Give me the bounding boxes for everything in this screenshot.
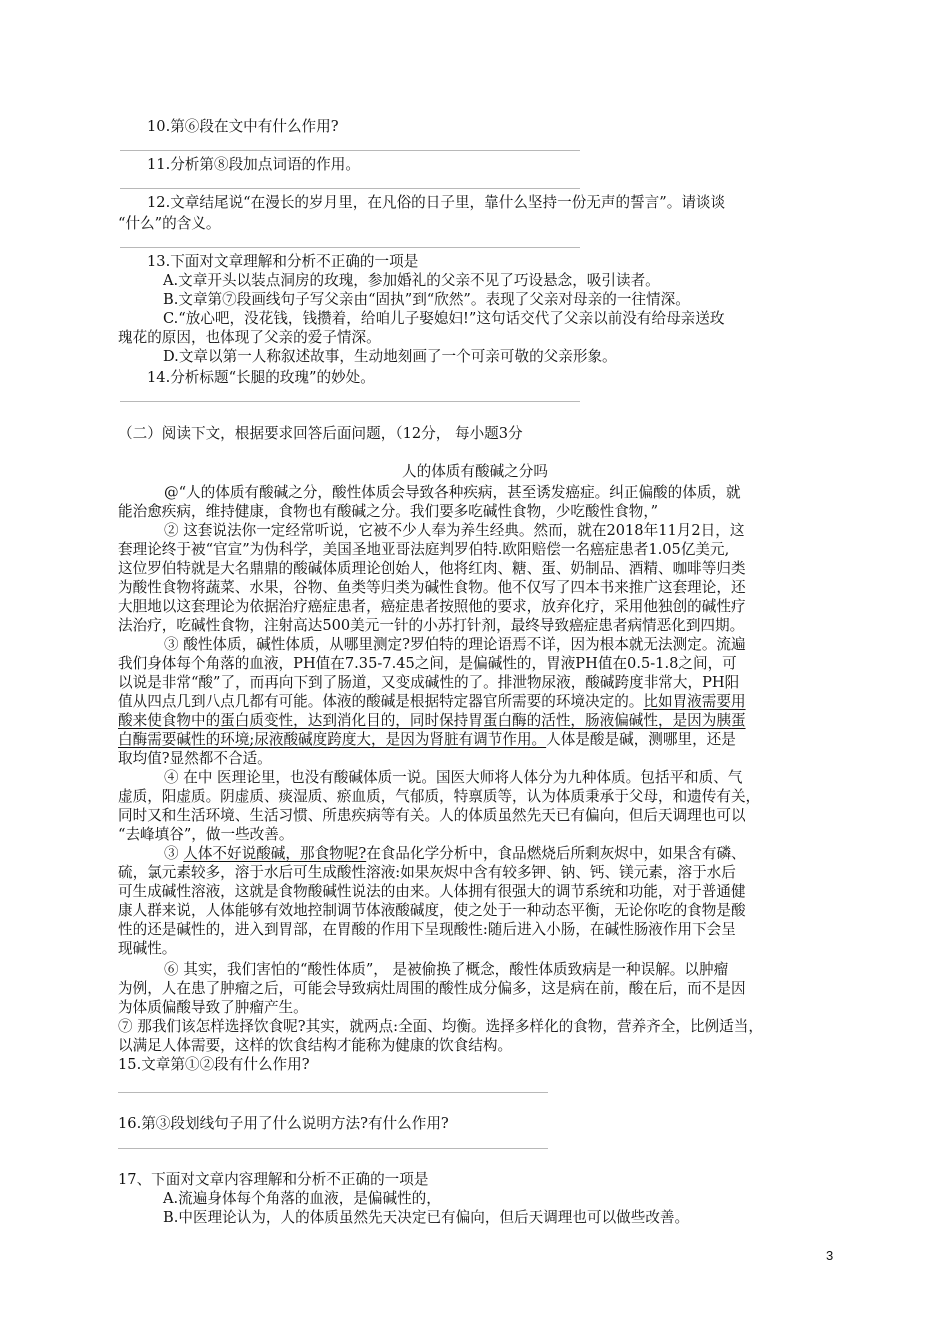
paragraph-5-underlined: 人体不好说酸碱，那食物呢?: [183, 845, 367, 862]
paragraph-5-line5: 性的还是碱性的，进入到胃部，在胃酸的作用下呈现酸性:随后进入小肠，在碱性肠液作用下会呈: [118, 921, 736, 938]
paragraph-5-number: ③: [164, 845, 184, 862]
paragraph-3-line6-text: 人体是酸是碱，测哪里，还是: [546, 731, 736, 748]
paragraph-4-line2: 虚质，阳虚质。阴虚质、痰湿质、瘀血质，气郁质，特禀质等，认为体质秉承于父母，和遗传有关，: [118, 788, 761, 805]
paragraph-2-line1: ② 这套说法你一定经常听说，它被不少人奉为养生经典。然而，就在2018年11月2日，这: [164, 522, 745, 539]
paragraph-2-line2: 套理论终于被“官宣”为伪科学，美国圣地亚哥法庭判罗伯特.欧阳赔偿一名癌症患者1.05亿美元,: [118, 541, 730, 558]
paragraph-2-line6: 法治疗，吃碱性食物，注射高达500美元一针的小苏打针剂，最终导致癌症患者病情恶化到四期。: [118, 617, 745, 634]
answer-line-10[interactable]: [120, 150, 580, 151]
question-15: 15.文章第①②段有什么作用?: [118, 1056, 310, 1073]
answer-line-12[interactable]: [120, 247, 580, 248]
paragraph-5-line2: 硫，氯元素较多，溶于水后可生成酸性溶液:如果灰烬中含有较多钾、钠、钙、镁元素，溶于水后: [118, 864, 736, 881]
paragraph-7-line2: 以满足人体需要，这样的饮食结构才能称为健康的饮食结构。: [118, 1037, 513, 1054]
option-13-d: D.文章以第一人称叙述故事，生动地刻画了一个可亲可敬的父亲形象。: [163, 348, 617, 365]
section-2-heading: （二）阅读下文，根据要求回答后面问题，（12分， 每小题3分: [118, 425, 523, 442]
paragraph-5-line1: [164, 844, 746, 863]
option-13-c-line1: C.“放心吧，没花钱，钱攒着，给咱儿子娶媳妇!”这句话交代了父亲以前没有给母亲送玫: [163, 310, 725, 327]
paragraph-3-line1: ③ 酸性体质，碱性体质，从哪里测定?罗伯特的理论语焉不详，因为根本就无法测定。流遍: [164, 636, 746, 653]
page-number: 3: [826, 1248, 834, 1263]
paragraph-1-line2: 能治愈疾病，维持健康，食物也有酸碱之分。我们要多吃碱性食物，少吃酸性食物，”: [118, 503, 659, 520]
paragraph-4-line1: ④ 在中 医理论里，也没有酸碱体质一说。国医大师将人体分为九种体质。包括平和质、气: [164, 769, 743, 786]
paragraph-4-line3: 同时又和生活环境、生活习惯、所患疾病等有关。人的体质虽然先天已有偏向，但后天调理也可以: [118, 807, 746, 824]
paragraph-7-line1: ⑦ 那我们该怎样选择饮食呢?其实，就两点:全面、均衡。选择多样化的食物，营养齐全，比例适当，: [118, 1018, 763, 1035]
option-13-a: A.文章开头以装点洞房的玫瑰，参加婚礼的父亲不见了巧设悬念，吸引读者。: [163, 272, 660, 289]
paragraph-2-line4: 为酸性食物将蔬菜、水果，谷物、鱼类等归类为碱性食物。他不仅写了四本书来推广这套理论，还: [118, 579, 746, 596]
paragraph-3-line3: 以说是非常“酸”了，而再向下到了肠道，又变成碱性的了。排泄物尿液，酸碱跨度非常大，PH阳: [118, 674, 740, 691]
paragraph-1-line1: @“人的体质有酸碱之分，酸性体质会导致各种疾病，甚至诱发癌症。纠正偏酸的体质，就: [164, 484, 741, 501]
paragraph-2-line3: 这位罗伯特就是大名鼎鼎的酸碱体质理论创始人，他将红肉、糖、蛋、奶制品、酒精、咖啡等归类: [118, 560, 746, 577]
paragraph-5-line3: 可生成碱性溶液，这就是食物酸碱性说法的由来。人体拥有很强大的调节系统和功能，对于普通健: [118, 883, 746, 900]
paragraph-3-line2: 我们身体每个角落的血液，PH值在7.35-7.45之间，是偏碱性的，胃液PH值在0.5-1.8之间，可: [118, 655, 737, 672]
paragraph-3-line7: 取均值?显然都不合适。: [118, 750, 272, 767]
question-14: 14.分析标题“长腿的玫瑰”的妙处。: [147, 369, 375, 386]
paragraph-3-line6: [118, 730, 736, 749]
paragraph-5-line1-text: 在食品化学分析中，食品燃烧后所剩灰烬中，如果含有磷、: [366, 845, 746, 862]
paragraph-6-line1: ⑥ 其实，我们害怕的“酸性体质”， 是被偷换了概念，酸性体质致病是一种误解。以肿瘤: [164, 961, 729, 978]
paragraph-5-line6: 现碱性。: [118, 940, 177, 957]
option-17-a: A.流遍身体每个角落的血液，是偏碱性的，: [163, 1190, 441, 1207]
paragraph-6-line3: 为体质偏酸导致了肿瘤产生。: [118, 999, 308, 1016]
article-title: 人的体质有酸碱之分吗: [402, 463, 548, 480]
answer-line-11[interactable]: [120, 188, 580, 189]
option-13-c-line2: 瑰花的原因，也体现了父亲的爱子情深。: [118, 329, 381, 346]
underlined-sentence-end: 白酶需要碱性的环境;尿液酸碱度跨度大，是因为肾脏有调节作用。: [118, 731, 547, 748]
question-11: 11.分析第⑧段加点词语的作用。: [147, 156, 360, 173]
question-12-line1: 12.文章结尾说“在漫长的岁月里，在凡俗的日子里，靠什么坚持一份无声的誓言”。请谈谈: [147, 194, 726, 211]
paragraph-3-line4: [118, 692, 746, 711]
question-10: 10.第⑥段在文中有什么作用?: [147, 118, 339, 135]
option-13-b: B.文章第⑦段画线句子写父亲由“固执”到“欣然”。表现了父亲对母亲的一往情深。: [163, 291, 690, 308]
question-17: 17、下面对文章内容理解和分析不正确的一项是: [118, 1171, 429, 1188]
answer-line-15[interactable]: [118, 1092, 548, 1093]
paragraph-5-line4: 康人群来说，人体能够有效地控制调节体液酸碱度，使之处于一种动态平衡，无论你吃的食物是酸: [118, 902, 746, 919]
question-12-line2: “什么”的含义。: [118, 215, 221, 232]
question-13: 13.下面对文章理解和分析不正确的一项是: [147, 253, 419, 270]
question-16: 16.第③段划线句子用了什么说明方法?有什么作用?: [118, 1115, 449, 1132]
answer-line-16[interactable]: [118, 1148, 548, 1149]
paragraph-2-line5: 大胆地以这套理论为依据治疗癌症患者，癌症患者按照他的要求，放弃化疗，采用他独创的碱性疗: [118, 598, 746, 615]
option-17-b: B.中医理论认为，人的体质虽然先天决定已有偏向，但后天调理也可以做些改善。: [163, 1209, 690, 1226]
answer-line-14[interactable]: [120, 401, 580, 402]
underlined-sentence-line5: 酸来使食物中的蛋白质变性，达到消化目的，同时保持胃蛋白酶的活性，肠液偏碱性，是因为胰蛋: [118, 712, 746, 729]
paragraph-3-line4-text: 值从四点几到八点几都有可能。体液的酸碱是根据特定器官所需要的环境决定的。: [118, 693, 644, 710]
underlined-sentence-start: 比如胃液需要用: [643, 693, 746, 710]
paragraph-4-line4: “去峰填谷”，做一些改善。: [118, 826, 294, 843]
paragraph-6-line2: 为例，人在患了肿瘤之后，可能会导致病灶周围的酸性成分偏多，这是病在前，酸在后，而不是因: [118, 980, 746, 997]
